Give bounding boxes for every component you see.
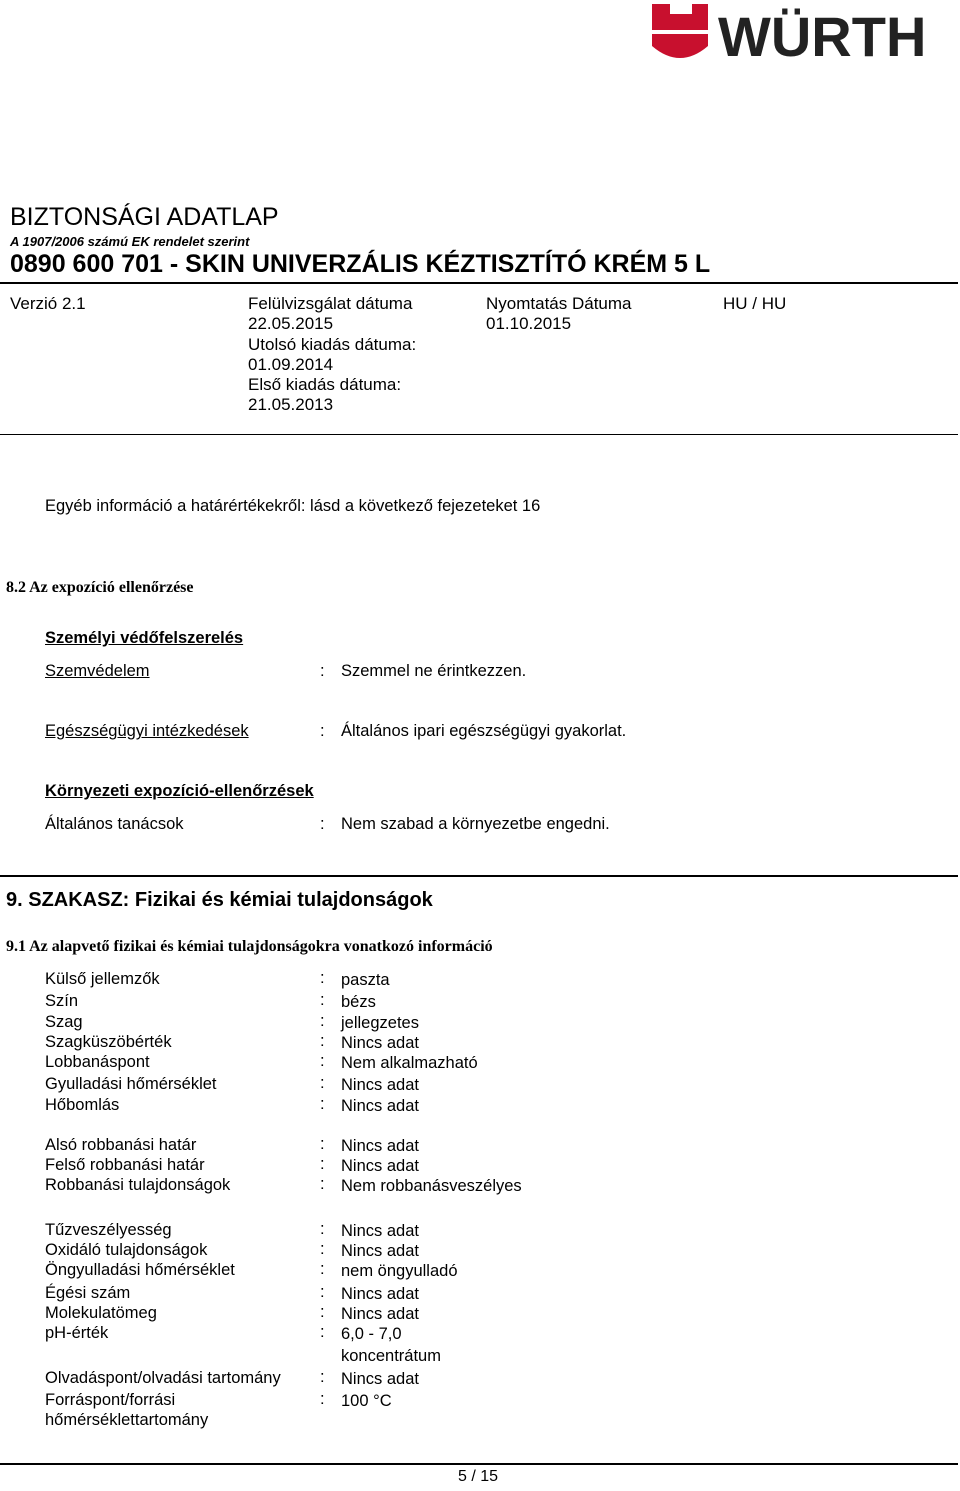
property-label <box>45 1155 205 1175</box>
colon: : <box>320 662 325 680</box>
colon: : <box>320 1260 325 1278</box>
property-value <box>341 1032 419 1054</box>
property-label-text: Molekulatömeg <box>45 1304 157 1322</box>
property-value <box>341 1260 458 1282</box>
property-value <box>341 1323 441 1367</box>
section-9-divider <box>0 875 958 877</box>
property-label-text: Hőbomlás <box>45 1096 120 1114</box>
product-name: 0890 600 701 - SKIN UNIVERZÁLIS KÉZTISZTÍTÓ KRÉM 5 L <box>10 250 711 278</box>
colon: : <box>320 969 325 987</box>
hygiene-label: Egészségügyi intézkedések <box>45 722 249 740</box>
hygiene-value: Általános ipari egészségügyi gyakorlat. <box>341 722 627 740</box>
property-label <box>45 1095 119 1115</box>
last-issue-label: Utolsó kiadás dátuma: <box>248 334 417 354</box>
regulation-subtitle: A 1907/2006 számú EK rendelet szerint <box>10 234 250 249</box>
property-value-text: Nem alkalmazható <box>341 1054 478 1072</box>
property-label <box>45 1175 230 1195</box>
revision-date: 22.05.2015 <box>248 314 334 334</box>
property-label <box>45 1032 172 1052</box>
property-value-text: Nincs adat <box>341 1076 419 1094</box>
property-value <box>341 1303 419 1325</box>
property-value <box>341 1012 419 1034</box>
property-label-text: Olvadáspont/olvadási tartomány <box>45 1369 281 1387</box>
colon: : <box>320 1095 325 1113</box>
property-value <box>341 1135 419 1157</box>
colon: : <box>320 1012 325 1030</box>
property-value <box>341 1390 392 1412</box>
property-label <box>45 991 78 1011</box>
property-value-text: Nincs adat <box>341 1137 419 1155</box>
property-value-text-2: koncentrátum <box>341 1347 441 1365</box>
property-label-text: pH-érték <box>45 1324 109 1342</box>
last-issue-date: 01.09.2014 <box>248 354 334 374</box>
document-title: BIZTONSÁGI ADATLAP <box>10 203 279 231</box>
print-label: Nyomtatás Dátuma <box>486 294 632 313</box>
property-value-text: Nincs adat <box>341 1242 419 1260</box>
property-value <box>341 991 376 1013</box>
locale-label: HU / HU <box>723 294 787 313</box>
section-8-2-heading: 8.2 Az expozíció ellenőrzése <box>6 579 194 596</box>
print-date-block <box>486 294 632 335</box>
property-label-text: Alsó robbanási határ <box>45 1136 197 1154</box>
eye-protection-value: Szemmel ne érintkezzen. <box>341 662 527 680</box>
property-value-text: Nincs adat <box>341 1097 419 1115</box>
property-label-text: Szín <box>45 992 79 1010</box>
revision-date-block <box>248 294 416 416</box>
property-label <box>45 1260 235 1280</box>
section-9-heading: 9. SZAKASZ: Fizikai és kémiai tulajdonságok <box>6 889 433 911</box>
property-label <box>45 1074 217 1094</box>
colon: : <box>320 1052 325 1070</box>
colon: : <box>320 1368 325 1386</box>
property-label-text: Égési szám <box>45 1284 131 1302</box>
colon: : <box>320 1135 325 1153</box>
property-label-text: Tűzveszélyesség <box>45 1221 172 1239</box>
colon: : <box>320 1390 325 1408</box>
colon: : <box>320 1155 325 1173</box>
property-value-text: Nincs adat <box>341 1305 419 1323</box>
property-value-text: paszta <box>341 971 390 989</box>
colon: : <box>320 1283 325 1301</box>
property-label <box>45 1323 108 1343</box>
property-label-text: Robbanási tulajdonságok <box>45 1176 231 1194</box>
property-value-text: 100 °C <box>341 1392 392 1410</box>
colon: : <box>320 1240 325 1258</box>
colon: : <box>320 815 325 833</box>
property-label-text: Szag <box>45 1013 83 1031</box>
property-label-text: Oxidáló tulajdonságok <box>45 1241 208 1259</box>
property-label-text: Öngyulladási hőmérséklet <box>45 1261 235 1279</box>
wurth-logo-graphic <box>648 0 958 70</box>
page-number: 5 / 15 <box>458 1468 499 1485</box>
property-label-text: Szagküszöbérték <box>45 1033 172 1051</box>
property-value <box>341 1095 419 1117</box>
colon: : <box>320 1303 325 1321</box>
colon: : <box>320 1175 325 1193</box>
property-value <box>341 1220 419 1242</box>
property-label-text: Felső robbanási határ <box>45 1156 205 1174</box>
property-value-text: bézs <box>341 993 376 1011</box>
colon: : <box>320 1032 325 1050</box>
property-value-text: Nincs adat <box>341 1222 419 1240</box>
colon: : <box>320 1074 325 1092</box>
property-value <box>341 1240 419 1262</box>
advice-value: Nem szabad a környezetbe engedni. <box>341 815 610 833</box>
property-value <box>341 1368 419 1390</box>
section-9-1-heading: 9.1 Az alapvető fizikai és kémiai tulajdonságokra vonatkozó információ <box>6 938 493 955</box>
property-label-text: Gyulladási hőmérséklet <box>45 1075 217 1093</box>
first-issue-label: Első kiadás dátuma: <box>248 375 402 395</box>
colon: : <box>320 1323 325 1341</box>
property-value-text: 6,0 - 7,0 <box>341 1325 402 1343</box>
footer-divider <box>0 1463 958 1465</box>
property-value-text: Nincs adat <box>341 1034 419 1052</box>
property-label-text: Forráspont/forrási <box>45 1391 176 1409</box>
property-label <box>45 1390 208 1430</box>
property-label <box>45 1283 130 1303</box>
revision-label: Felülvizsgálat dátuma <box>248 294 413 313</box>
property-label <box>45 1220 172 1240</box>
property-value-text: Nem robbanásveszélyes <box>341 1177 522 1195</box>
property-value-text: Nincs adat <box>341 1285 419 1303</box>
property-value-text: jellegzetes <box>341 1014 419 1032</box>
property-label <box>45 1135 196 1155</box>
eye-protection-label: Szemvédelem <box>45 662 150 680</box>
property-value-text: nem öngyulladó <box>341 1262 458 1280</box>
property-label <box>45 969 160 989</box>
header-divider <box>0 282 958 284</box>
property-value <box>341 1052 478 1074</box>
property-label-text-2: hőmérséklettartomány <box>45 1411 209 1429</box>
property-label-text: Lobbanáspont <box>45 1053 150 1071</box>
meta-divider <box>0 434 958 435</box>
colon: : <box>320 991 325 1009</box>
property-label <box>45 1240 207 1260</box>
first-issue-date: 21.05.2013 <box>248 395 334 415</box>
property-value <box>341 969 390 991</box>
property-value <box>341 1074 419 1096</box>
property-value <box>341 1283 419 1305</box>
colon: : <box>320 722 325 740</box>
wurth-logo <box>648 0 958 70</box>
version-label: Verzió 2.1 <box>10 294 86 313</box>
svg-text:WÜRTH: WÜRTH <box>718 5 927 68</box>
property-label <box>45 1368 281 1388</box>
property-label-text: Külső jellemzők <box>45 970 160 988</box>
colon: : <box>320 1220 325 1238</box>
property-value-text: Nincs adat <box>341 1157 419 1175</box>
advice-label: Általános tanácsok <box>45 815 184 833</box>
property-label <box>45 1012 83 1032</box>
property-label <box>45 1303 157 1323</box>
print-date: 01.10.2015 <box>486 314 572 334</box>
property-value-text: Nincs adat <box>341 1370 419 1388</box>
property-label <box>45 1052 150 1072</box>
intro-note: Egyéb információ a határértékekről: lásd a következő fejezeteket 16 <box>45 497 541 515</box>
ppe-heading: Személyi védőfelszerelés <box>45 629 244 647</box>
property-value <box>341 1155 419 1177</box>
env-heading: Környezeti expozíció-ellenőrzések <box>45 782 314 800</box>
property-value <box>341 1175 522 1197</box>
